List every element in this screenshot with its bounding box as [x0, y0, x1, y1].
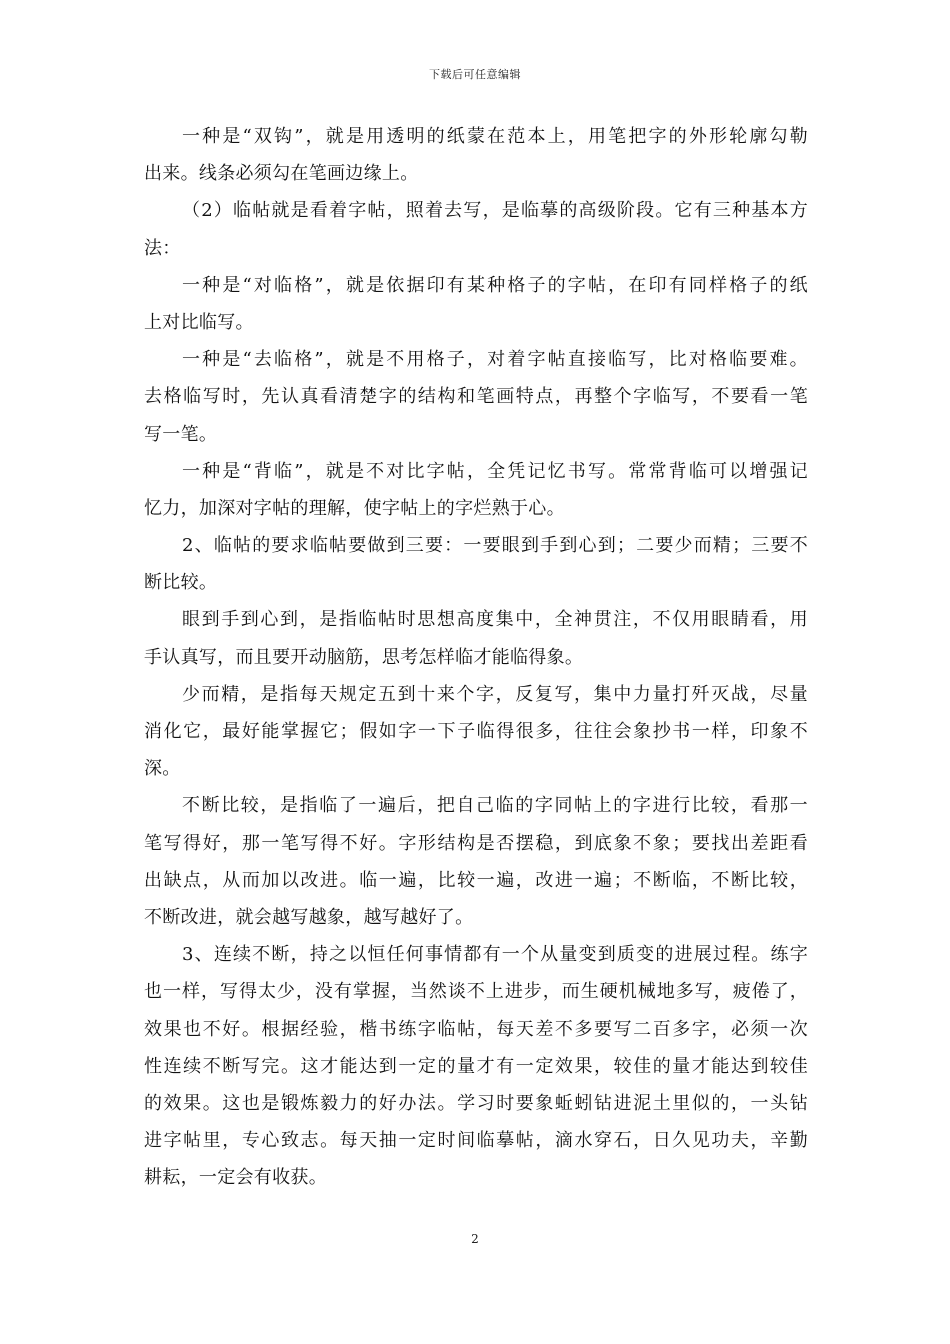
text-line: 的效果。这也是锻炼毅力的好办法。学习时要象蚯蚓钻进泥土里似的，一头钻	[144, 1092, 808, 1114]
text-line: 出来。线条必须勾在笔画边缘上。	[144, 163, 419, 185]
text-line: 进字帖里，专心致志。每天抽一定时间临摹帖，滴水穿石，日久见功夫，辛勤	[144, 1130, 808, 1152]
text-line: 去格临写时，先认真看清楚字的结构和笔画特点，再整个字临写，不要看一笔	[144, 386, 808, 408]
text-line: 深。	[144, 758, 181, 780]
text-line: 2、临帖的要求临帖要做到三要：一要眼到手到心到；二要少而精；三要不	[182, 535, 808, 557]
text-line: 法：	[144, 237, 181, 259]
text-line: 少而精，是指每天规定五到十来个字，反复写，集中力量打歼灭战，尽量	[182, 683, 808, 705]
text-line: 写一笔。	[144, 423, 218, 445]
text-line: 眼到手到心到，是指临帖时思想高度集中，全神贯注，不仅用眼睛看，用	[182, 609, 808, 631]
text-line: 手认真写，而且要开动脑筋，思考怎样临才能临得象。	[144, 646, 584, 668]
text-line: （2）临帖就是看着字帖，照着去写，是临摹的高级阶段。它有三种基本方	[182, 200, 808, 222]
text-line: 笔写得好，那一笔写得不好。字形结构是否摆稳，到底象不象；要找出差距看	[144, 832, 808, 854]
page-header: 下载后可任意编辑	[429, 68, 521, 81]
text-line: 效果也不好。根据经验，楷书练字临帖，每天差不多要写二百多字，必须一次	[144, 1018, 808, 1040]
text-line: 耕耘，一定会有收获。	[144, 1167, 327, 1189]
text-line: 消化它，最好能掌握它；假如字一下子临得很多，往往会象抄书一样，印象不	[144, 721, 808, 742]
text-line: 出缺点，从而加以改进。临一遍，比较一遍，改进一遍；不断临，不断比较，	[144, 869, 808, 891]
text-line: 断比较。	[144, 572, 218, 594]
text-line: 一种是“去临格”，就是不用格子，对着字帖直接临写，比对格临要难。	[182, 349, 808, 371]
text-line: 也一样，写得太少，没有掌握，当然谈不上进步，而生硬机械地多写，疲倦了，	[144, 981, 808, 1003]
text-line: 一种是“双钩”，就是用透明的纸蒙在范本上，用笔把字的外形轮廓勾勒	[182, 126, 808, 147]
text-line: 一种是“对临格”，就是依据印有某种格子的字帖，在印有同样格子的纸	[182, 274, 808, 296]
text-line: 不断改进，就会越写越象，越写越好了。	[144, 906, 474, 928]
text-line: 3、连续不断，持之以恒任何事情都有一个从量变到质变的进展过程。练字	[182, 944, 808, 966]
text-line: 一种是“背临”，就是不对比字帖，全凭记忆书写。常常背临可以增强记	[182, 460, 808, 482]
text-line: 忆力，加深对字帖的理解，使字帖上的字烂熟于心。	[144, 497, 565, 519]
text-line: 性连续不断写完。这才能达到一定的量才有一定效果，较佳的量才能达到较佳	[144, 1055, 808, 1077]
document-body	[144, 118, 808, 1196]
page-number: 2	[471, 1232, 479, 1246]
text-line: 上对比临写。	[144, 311, 254, 333]
text-line: 不断比较，是指临了一遍后，把自己临的字同帖上的字进行比较，看那一	[182, 795, 808, 817]
